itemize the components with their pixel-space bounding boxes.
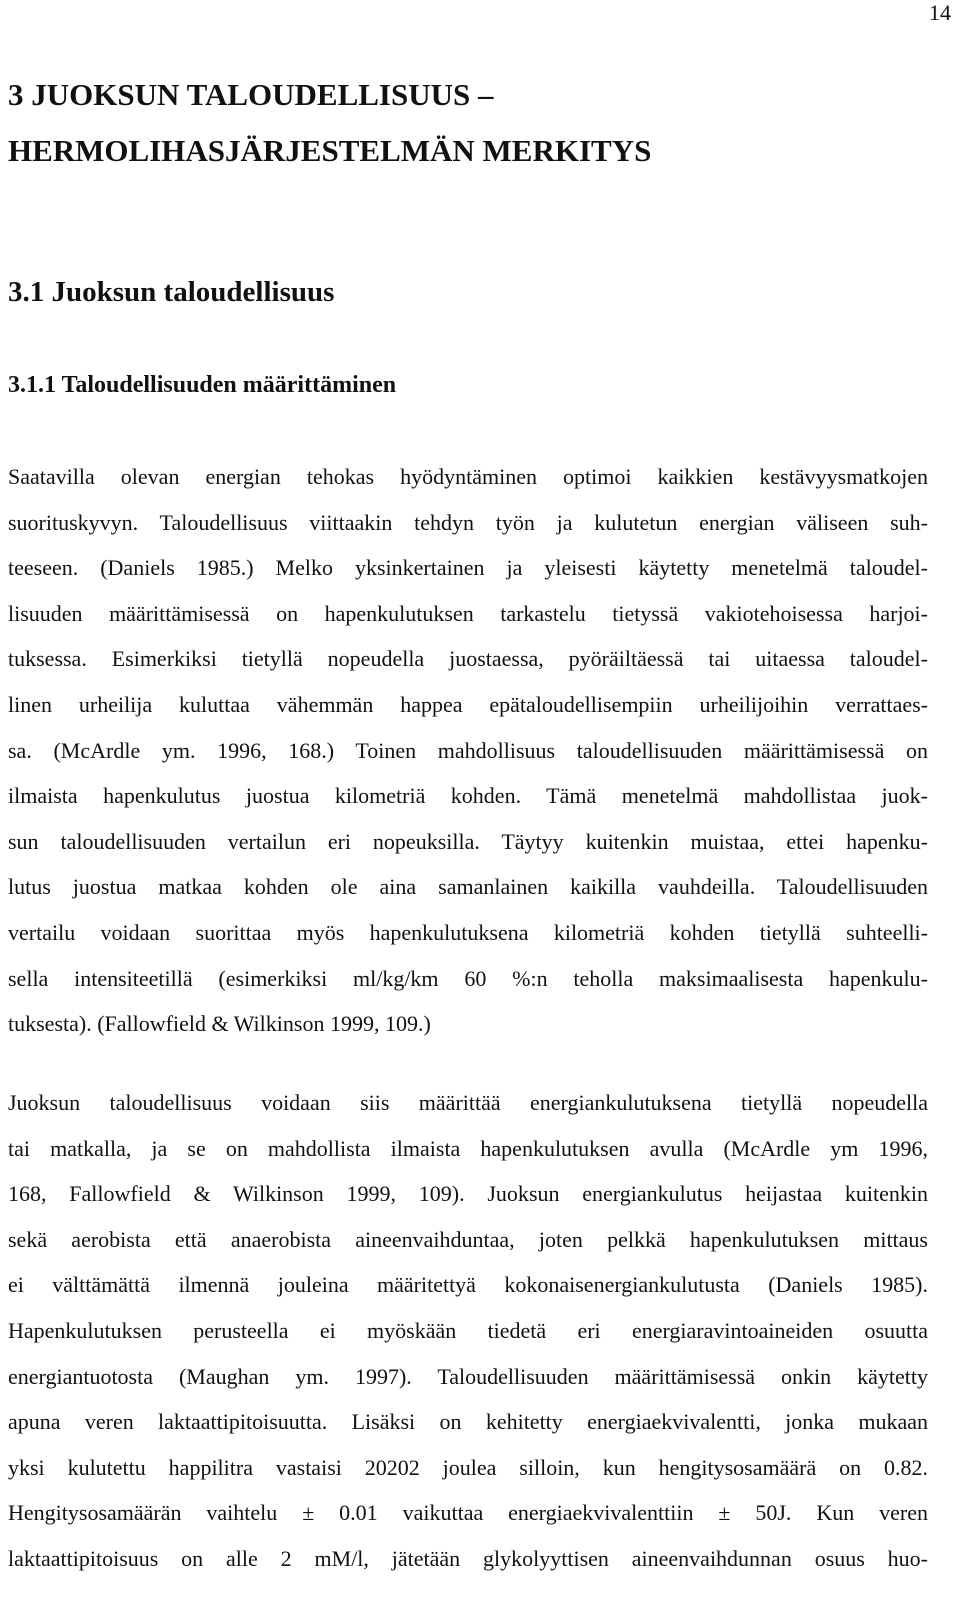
text-line: 168, Fallowfield & Wilkinson 1999, 109). Juoksun energiankulutus heijastaa kuitenkin xyxy=(8,1181,928,1207)
section-title: 3.1 Juoksun taloudellisuus xyxy=(8,276,335,308)
body-paragraph xyxy=(8,454,928,1047)
subsection-title: 3.1.1 Taloudellisuuden määrittäminen xyxy=(8,372,397,398)
text-line: laktaattipitoisuus on alle 2 mM/l, jätetään glykolyyttisen aineenvaihdunnan osuus huo- xyxy=(8,1545,928,1571)
text-line: tuksesta). (Fallowfield & Wilkinson 1999, 109.) xyxy=(8,1011,431,1037)
text-line: Hapenkulutuksen perusteella ei myöskään tiedetä eri energiaravintoaineiden osuutta xyxy=(8,1317,928,1343)
text-line: sella intensiteetillä (esimerkiksi ml/kg/km 60 %:n teholla maksimaalisesta hapenkulu- xyxy=(8,965,928,991)
text-line: sun taloudellisuuden vertailun eri nopeuksilla. Täytyy kuitenkin muistaa, ettei hapenku- xyxy=(8,828,928,854)
text-line: ei välttämättä ilmennä jouleina määritettyä kokonaisenergiankulutusta (Daniels 1985). xyxy=(8,1272,928,1298)
text-line: tai matkalla, ja se on mahdollista ilmaista hapenkulutuksen avulla (McArdle ym 1996, xyxy=(8,1135,928,1161)
text-line: sa. (McArdle ym. 1996, 168.) Toinen mahdollisuus taloudellisuuden määrittämisessä on xyxy=(8,737,928,763)
text-line: apuna veren laktaattipitoisuutta. Lisäksi on kehitetty energiaekvivalentti, jonka mukaan xyxy=(8,1409,928,1435)
text-line: Juoksun taloudellisuus voidaan siis määrittää energiankulutuksena tietyllä nopeudella xyxy=(8,1090,928,1115)
text-line: yksi kulutettu happilitra vastaisi 20202 joulea silloin, kun hengitysosamäärä on 0.82. xyxy=(8,1454,928,1480)
chapter-title-line: 3 JUOKSUN TALOUDELLISUUS – xyxy=(8,77,494,112)
body-paragraph xyxy=(8,1080,928,1582)
text-line: linen urheilija kuluttaa vähemmän happea epätaloudellisempiin urheilijoihin verrattaes- xyxy=(8,691,928,717)
text-line: tuksessa. Esimerkiksi tietyllä nopeudella juostaessa, pyöräiltäessä tai uitaessa taloudel- xyxy=(8,646,928,672)
text-line: Hengitysosamäärän vaihtelu ± 0.01 vaikuttaa energiaekvivalenttiin ± 50J. Kun veren xyxy=(8,1500,928,1526)
chapter-title xyxy=(8,67,938,179)
text-line: vertailu voidaan suorittaa myös hapenkulutuksena kilometriä kohden tietyllä suhteelli- xyxy=(8,919,928,945)
page-number: 14 xyxy=(929,0,951,25)
text-line: ilmaista hapenkulutus juostua kilometriä kohden. Tämä menetelmä mahdollistaa juok- xyxy=(8,783,928,809)
text-line: Saatavilla olevan energian tehokas hyödyntäminen optimoi kaikkien kestävyysmatkojen xyxy=(8,464,928,489)
text-line: suorituskyvyn. Taloudellisuus viittaakin tehdyn työn ja kulutetun energian väliseen suh- xyxy=(8,509,928,535)
text-line: sekä aerobista että anaerobista aineenvaihduntaa, joten pelkkä hapenkulutuksen mittaus xyxy=(8,1226,928,1252)
text-line: lutus juostua matkaa kohden ole aina samanlainen kaikilla vauhdeilla. Taloudellisuuden xyxy=(8,874,928,900)
text-line: teeseen. (Daniels 1985.) Melko yksinkertainen ja yleisesti käytetty menetelmä taloudel- xyxy=(8,555,928,581)
chapter-title-line: HERMOLIHASJÄRJESTELMÄN MERKITYS xyxy=(8,133,652,168)
text-line: energiantuotosta (Maughan ym. 1997). Taloudellisuuden määrittämisessä onkin käytetty xyxy=(8,1363,928,1389)
text-line: lisuuden määrittämisessä on hapenkulutuksen tarkastelu tietyssä vakiotehoisessa harjoi- xyxy=(8,600,928,626)
